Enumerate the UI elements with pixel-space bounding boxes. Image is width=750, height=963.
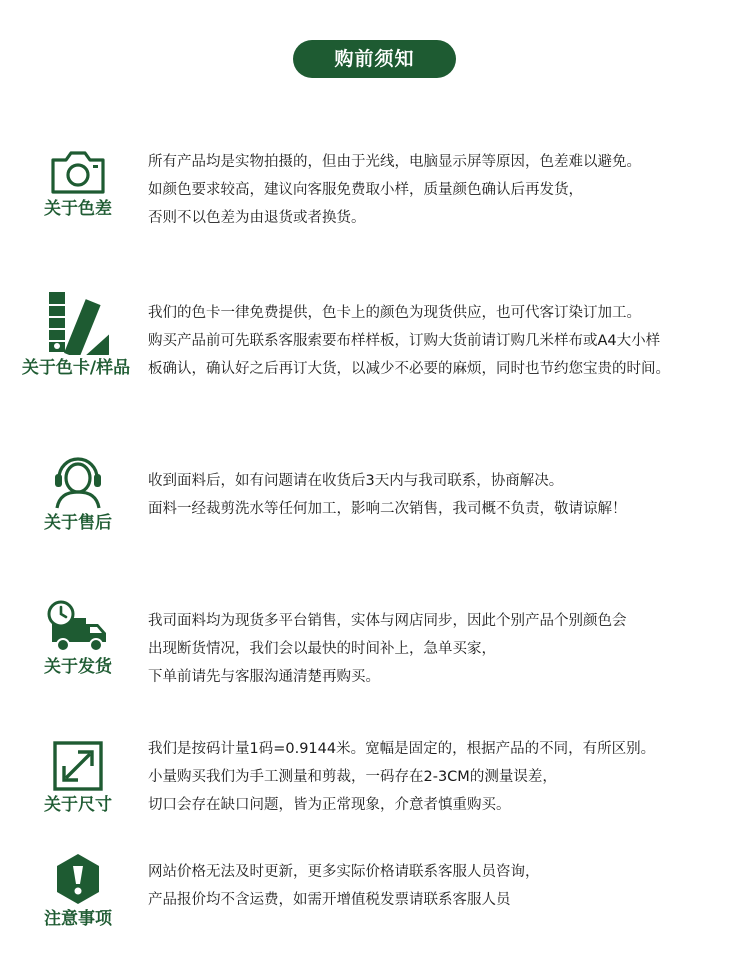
section-label: 关于发货 xyxy=(44,657,112,677)
text-line: 否则不以色差为由退货或者换货。 xyxy=(148,210,366,226)
text-line: 所有产品均是实物拍摄的，但由于光线，电脑显示屏等原因，色差难以避免。 xyxy=(148,154,641,170)
text-line: 购买产品前可先联系客服索要布样样板，订购大货前请订购几米样布或A4大小样 xyxy=(148,333,661,349)
section-label: 关于色卡/样品 xyxy=(21,358,131,378)
section-label: 关于售后 xyxy=(44,513,112,533)
text-line: 如颜色要求较高，建议向客服免费取小样，质量颜色确认后再发货， xyxy=(148,182,583,198)
delivery-truck-icon xyxy=(46,600,110,654)
page-title: 购前须知 xyxy=(293,40,456,78)
color-swatch-icon xyxy=(43,289,109,355)
text-line: 我们是按码计量1码=0.9144米。宽幅是固定的，根据产品的不同，有所区别。 xyxy=(148,741,656,757)
section-text xyxy=(148,299,738,383)
exclamation-hexagon-icon xyxy=(54,852,102,906)
section-label: 注意事项 xyxy=(44,909,112,929)
text-line: 收到面料后，如有问题请在收货后3天内与我司联系，协商解决。 xyxy=(148,473,564,489)
section-text xyxy=(148,148,738,232)
section-text xyxy=(148,467,738,523)
text-line: 小量购买我们为手工测量和剪裁，一码存在2-3CM的测量误差， xyxy=(148,769,557,785)
section-label: 关于色差 xyxy=(44,199,112,219)
text-line: 我司面料均为现货多平台销售，实体与网店同步，因此个别产品个别颜色会 xyxy=(148,613,627,629)
text-line: 我们的色卡一律免费提供，色卡上的颜色为现货供应，也可代客订染订加工。 xyxy=(148,305,641,321)
section-label: 关于尺寸 xyxy=(44,795,112,815)
text-line: 网站价格无法及时更新，更多实际价格请联系客服人员咨询， xyxy=(148,864,540,880)
text-line: 产品报价均不含运费，如需开增值税发票请联系客服人员 xyxy=(148,892,511,908)
section-text xyxy=(148,607,738,691)
resize-arrow-icon xyxy=(52,740,104,792)
section-text xyxy=(148,858,738,914)
text-line: 切口会存在缺口问题，皆为正常现象，介意者慎重购买。 xyxy=(148,797,511,813)
camera-icon xyxy=(49,148,107,196)
text-line: 出现断货情况，我们会以最快的时间补上，急单买家， xyxy=(148,641,496,657)
text-line: 下单前请先与客服沟通清楚再购买。 xyxy=(148,669,380,685)
section-text xyxy=(148,735,738,819)
text-line: 板确认，确认好之后再订大货，以减少不必要的麻烦，同时也节约您宝贵的时间。 xyxy=(148,361,670,377)
headset-icon xyxy=(51,452,105,510)
text-line: 面料一经裁剪洗水等任何加工，影响二次销售，我司概不负责，敬请谅解！ xyxy=(148,501,627,517)
